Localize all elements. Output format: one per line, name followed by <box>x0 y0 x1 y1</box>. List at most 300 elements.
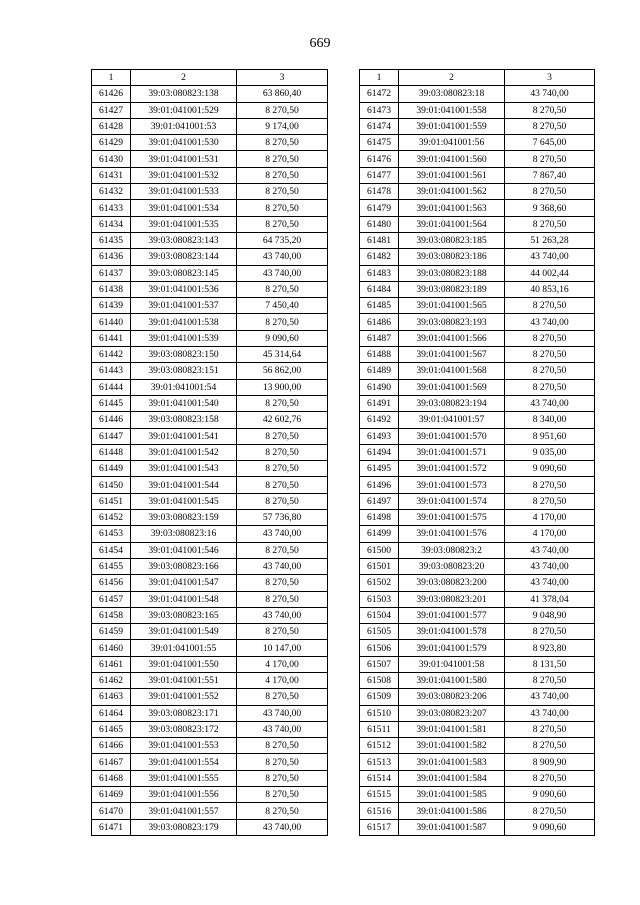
table-row <box>360 135 595 151</box>
cadastral-number-cell: 39:01:041001:58 <box>399 656 505 672</box>
value-cell: 8 270,50 <box>237 787 328 803</box>
row-number-cell: 61489 <box>360 363 399 379</box>
value-cell: 63 860,40 <box>237 86 328 102</box>
cadastral-number-cell: 39:03:080823:166 <box>131 558 237 574</box>
cadastral-number-cell: 39:01:041001:57 <box>399 412 505 428</box>
cadastral-number-cell: 39:03:080823:201 <box>399 591 505 607</box>
table-row <box>92 607 328 623</box>
table-row <box>360 102 595 118</box>
cadastral-number-cell: 39:03:080823:20 <box>399 558 505 574</box>
table-row <box>360 249 595 265</box>
cadastral-number-cell: 39:01:041001:560 <box>399 151 505 167</box>
row-number-cell: 61487 <box>360 330 399 346</box>
table-row <box>92 118 328 134</box>
value-cell: 8 270,50 <box>237 591 328 607</box>
row-number-cell: 61431 <box>92 167 131 183</box>
table-row <box>92 86 328 102</box>
table-row <box>360 314 595 330</box>
table-row <box>92 412 328 428</box>
cadastral-number-cell: 39:01:041001:572 <box>399 461 505 477</box>
row-number-cell: 61462 <box>92 672 131 688</box>
table-row <box>92 200 328 216</box>
row-number-cell: 61465 <box>92 721 131 737</box>
value-cell: 8 270,50 <box>505 184 595 200</box>
table-row <box>92 151 328 167</box>
value-cell: 57 736,80 <box>237 510 328 526</box>
table-row <box>92 640 328 656</box>
cadastral-number-cell: 39:03:080823:2 <box>399 542 505 558</box>
table-row <box>92 298 328 314</box>
column-header: 3 <box>237 70 328 86</box>
table-row <box>92 526 328 542</box>
row-number-cell: 61451 <box>92 493 131 509</box>
table-row <box>92 721 328 737</box>
cadastral-number-cell: 39:01:041001:537 <box>131 298 237 314</box>
value-cell: 8 270,50 <box>237 102 328 118</box>
row-number-cell: 61492 <box>360 412 399 428</box>
value-cell: 9 090,60 <box>237 330 328 346</box>
row-number-cell: 61477 <box>360 167 399 183</box>
row-number-cell: 61507 <box>360 656 399 672</box>
cadastral-number-cell: 39:01:041001:561 <box>399 167 505 183</box>
row-number-cell: 61432 <box>92 184 131 200</box>
table-row <box>92 819 328 835</box>
table-row <box>360 754 595 770</box>
table-row <box>92 558 328 574</box>
row-number-cell: 61483 <box>360 265 399 281</box>
value-cell: 8 270,50 <box>237 575 328 591</box>
cadastral-number-cell: 39:03:080823:165 <box>131 607 237 623</box>
cadastral-number-cell: 39:01:041001:542 <box>131 444 237 460</box>
row-number-cell: 61486 <box>360 314 399 330</box>
value-cell: 8 270,50 <box>237 803 328 819</box>
value-cell: 43 740,00 <box>237 265 328 281</box>
cadastral-number-cell: 39:03:080823:151 <box>131 363 237 379</box>
cadastral-number-cell: 39:03:080823:16 <box>131 526 237 542</box>
cadastral-number-cell: 39:01:041001:549 <box>131 624 237 640</box>
row-number-cell: 61456 <box>92 575 131 591</box>
value-cell: 8 270,50 <box>237 216 328 232</box>
table-row <box>360 738 595 754</box>
table-row <box>360 510 595 526</box>
table-row <box>92 510 328 526</box>
table-row <box>360 298 595 314</box>
row-number-cell: 61512 <box>360 738 399 754</box>
row-number-cell: 61499 <box>360 526 399 542</box>
value-cell: 8 270,50 <box>237 444 328 460</box>
value-cell: 4 170,00 <box>237 656 328 672</box>
table-row <box>92 624 328 640</box>
value-cell: 43 740,00 <box>505 689 595 705</box>
value-cell: 8 270,50 <box>505 363 595 379</box>
row-number-cell: 61443 <box>92 363 131 379</box>
value-cell: 8 270,50 <box>505 298 595 314</box>
value-cell: 8 270,50 <box>505 493 595 509</box>
table-row <box>92 135 328 151</box>
cadastral-number-cell: 39:01:041001:534 <box>131 200 237 216</box>
cadastral-number-cell: 39:03:080823:188 <box>399 265 505 281</box>
table-row <box>360 493 595 509</box>
table-row <box>360 819 595 835</box>
cadastral-number-cell: 39:01:041001:554 <box>131 754 237 770</box>
row-number-cell: 61490 <box>360 379 399 395</box>
value-cell: 8 131,50 <box>505 656 595 672</box>
table-row <box>360 607 595 623</box>
row-number-cell: 61513 <box>360 754 399 770</box>
table-row <box>92 754 328 770</box>
value-cell: 8 270,50 <box>237 167 328 183</box>
table-row <box>360 379 595 395</box>
table-row <box>92 656 328 672</box>
value-cell: 9 090,60 <box>505 461 595 477</box>
value-cell: 9 048,90 <box>505 607 595 623</box>
cadastral-number-cell: 39:01:041001:577 <box>399 607 505 623</box>
value-cell: 43 740,00 <box>237 249 328 265</box>
table-row <box>360 770 595 786</box>
cadastral-number-cell: 39:01:041001:582 <box>399 738 505 754</box>
table-row <box>92 314 328 330</box>
cadastral-number-cell: 39:03:080823:189 <box>399 281 505 297</box>
value-cell: 8 951,60 <box>505 428 595 444</box>
cadastral-number-cell: 39:03:080823:200 <box>399 575 505 591</box>
row-number-cell: 61472 <box>360 86 399 102</box>
row-number-cell: 61454 <box>92 542 131 558</box>
table-row <box>360 705 595 721</box>
row-number-cell: 61427 <box>92 102 131 118</box>
row-number-cell: 61430 <box>92 151 131 167</box>
table-row <box>360 347 595 363</box>
value-cell: 7 645,00 <box>505 135 595 151</box>
cadastral-number-cell: 39:03:080823:194 <box>399 395 505 411</box>
cadastral-number-cell: 39:03:080823:185 <box>399 232 505 248</box>
cadastral-number-cell: 39:01:041001:551 <box>131 672 237 688</box>
table-row <box>360 86 595 102</box>
value-cell: 43 740,00 <box>237 558 328 574</box>
value-cell: 43 740,00 <box>505 86 595 102</box>
table-row <box>92 787 328 803</box>
row-number-cell: 61516 <box>360 803 399 819</box>
value-cell: 51 263,28 <box>505 232 595 248</box>
column-header: 2 <box>131 70 237 86</box>
table-row <box>360 591 595 607</box>
cadastral-number-cell: 39:01:041001:570 <box>399 428 505 444</box>
value-cell: 43 740,00 <box>505 542 595 558</box>
row-number-cell: 61452 <box>92 510 131 526</box>
table-row <box>360 575 595 591</box>
cadastral-number-cell: 39:01:041001:55 <box>131 640 237 656</box>
value-cell: 8 270,50 <box>505 721 595 737</box>
row-number-cell: 61428 <box>92 118 131 134</box>
row-number-cell: 61429 <box>92 135 131 151</box>
table-row <box>92 591 328 607</box>
value-cell: 9 174,00 <box>237 118 328 134</box>
value-cell: 13 900,00 <box>237 379 328 395</box>
table-row <box>92 167 328 183</box>
row-number-cell: 61460 <box>92 640 131 656</box>
row-number-cell: 61493 <box>360 428 399 444</box>
value-cell: 8 270,50 <box>237 493 328 509</box>
value-cell: 8 270,50 <box>505 672 595 688</box>
table-row <box>92 738 328 754</box>
row-number-cell: 61514 <box>360 770 399 786</box>
row-number-cell: 61439 <box>92 298 131 314</box>
row-number-cell: 61458 <box>92 607 131 623</box>
value-cell: 43 740,00 <box>505 705 595 721</box>
value-cell: 8 270,50 <box>505 102 595 118</box>
column-header: 1 <box>92 70 131 86</box>
cadastral-number-cell: 39:03:080823:207 <box>399 705 505 721</box>
row-number-cell: 61509 <box>360 689 399 705</box>
value-cell: 8 340,00 <box>505 412 595 428</box>
value-cell: 8 270,50 <box>505 118 595 134</box>
value-cell: 8 909,90 <box>505 754 595 770</box>
cadastral-number-cell: 39:03:080823:150 <box>131 347 237 363</box>
value-cell: 64 735,20 <box>237 232 328 248</box>
cadastral-number-cell: 39:01:041001:576 <box>399 526 505 542</box>
value-cell: 43 740,00 <box>505 558 595 574</box>
row-number-cell: 61433 <box>92 200 131 216</box>
cadastral-number-cell: 39:03:080823:145 <box>131 265 237 281</box>
row-number-cell: 61504 <box>360 607 399 623</box>
table-row <box>360 721 595 737</box>
value-cell: 8 270,50 <box>237 689 328 705</box>
value-cell: 8 923,80 <box>505 640 595 656</box>
cadastral-number-cell: 39:01:041001:552 <box>131 689 237 705</box>
table-row <box>92 265 328 281</box>
row-number-cell: 61503 <box>360 591 399 607</box>
cadastral-number-cell: 39:01:041001:556 <box>131 787 237 803</box>
value-cell: 8 270,50 <box>505 151 595 167</box>
table-row <box>92 281 328 297</box>
value-cell: 43 740,00 <box>505 249 595 265</box>
table-row <box>360 151 595 167</box>
table-row <box>92 477 328 493</box>
value-cell: 8 270,50 <box>505 770 595 786</box>
cadastral-number-cell: 39:03:080823:158 <box>131 412 237 428</box>
table-row <box>360 232 595 248</box>
row-number-cell: 61470 <box>92 803 131 819</box>
value-cell: 7 867,40 <box>505 167 595 183</box>
cadastral-number-cell: 39:01:041001:571 <box>399 444 505 460</box>
cadastral-number-cell: 39:03:080823:186 <box>399 249 505 265</box>
table-row <box>360 118 595 134</box>
cadastral-number-cell: 39:01:041001:568 <box>399 363 505 379</box>
row-number-cell: 61488 <box>360 347 399 363</box>
row-number-cell: 61482 <box>360 249 399 265</box>
row-number-cell: 61442 <box>92 347 131 363</box>
row-number-cell: 61444 <box>92 379 131 395</box>
cadastral-number-cell: 39:01:041001:545 <box>131 493 237 509</box>
cadastral-number-cell: 39:01:041001:550 <box>131 656 237 672</box>
row-number-cell: 61453 <box>92 526 131 542</box>
cadastral-number-cell: 39:01:041001:533 <box>131 184 237 200</box>
table-row <box>92 330 328 346</box>
cadastral-number-cell: 39:01:041001:56 <box>399 135 505 151</box>
table-row <box>360 542 595 558</box>
row-number-cell: 61508 <box>360 672 399 688</box>
row-number-cell: 61436 <box>92 249 131 265</box>
table-row <box>360 558 595 574</box>
value-cell: 8 270,50 <box>237 461 328 477</box>
cadastral-number-cell: 39:03:080823:171 <box>131 705 237 721</box>
table-row <box>92 216 328 232</box>
value-cell: 43 740,00 <box>505 395 595 411</box>
cadastral-number-cell: 39:03:080823:159 <box>131 510 237 526</box>
table-row <box>92 379 328 395</box>
table-row <box>92 444 328 460</box>
value-cell: 8 270,50 <box>237 395 328 411</box>
cadastral-number-cell: 39:01:041001:557 <box>131 803 237 819</box>
cadastral-number-cell: 39:03:080823:193 <box>399 314 505 330</box>
value-cell: 43 740,00 <box>237 526 328 542</box>
value-cell: 8 270,50 <box>505 803 595 819</box>
row-number-cell: 61515 <box>360 787 399 803</box>
row-number-cell: 61446 <box>92 412 131 428</box>
value-cell: 10 147,00 <box>237 640 328 656</box>
value-cell: 8 270,50 <box>505 216 595 232</box>
value-cell: 43 740,00 <box>237 721 328 737</box>
cadastral-number-cell: 39:01:041001:535 <box>131 216 237 232</box>
cadastral-number-cell: 39:03:080823:143 <box>131 232 237 248</box>
column-header: 1 <box>360 70 399 86</box>
row-number-cell: 61464 <box>92 705 131 721</box>
cadastral-number-cell: 39:01:041001:530 <box>131 135 237 151</box>
cadastral-number-cell: 39:01:041001:562 <box>399 184 505 200</box>
row-number-cell: 61440 <box>92 314 131 330</box>
cadastral-number-cell: 39:01:041001:581 <box>399 721 505 737</box>
row-number-cell: 61511 <box>360 721 399 737</box>
cadastral-number-cell: 39:01:041001:548 <box>131 591 237 607</box>
cadastral-number-cell: 39:01:041001:566 <box>399 330 505 346</box>
table-row <box>360 656 595 672</box>
row-number-cell: 61448 <box>92 444 131 460</box>
table-row <box>360 526 595 542</box>
table-header-row <box>360 70 595 86</box>
row-number-cell: 61485 <box>360 298 399 314</box>
table-row <box>360 395 595 411</box>
column-header: 2 <box>399 70 505 86</box>
table-row <box>360 672 595 688</box>
value-cell: 8 270,50 <box>505 624 595 640</box>
cadastral-number-cell: 39:01:041001:555 <box>131 770 237 786</box>
row-number-cell: 61500 <box>360 542 399 558</box>
value-cell: 43 740,00 <box>505 314 595 330</box>
table-row <box>360 216 595 232</box>
value-cell: 8 270,50 <box>505 738 595 754</box>
cadastral-number-cell: 39:01:041001:539 <box>131 330 237 346</box>
cadastral-number-cell: 39:03:080823:138 <box>131 86 237 102</box>
value-cell: 8 270,50 <box>237 770 328 786</box>
table-row <box>360 624 595 640</box>
row-number-cell: 61475 <box>360 135 399 151</box>
cadastral-number-cell: 39:03:080823:172 <box>131 721 237 737</box>
table-row <box>92 184 328 200</box>
cadastral-number-cell: 39:03:080823:206 <box>399 689 505 705</box>
value-cell: 8 270,50 <box>237 151 328 167</box>
column-header: 3 <box>505 70 595 86</box>
value-cell: 8 270,50 <box>237 135 328 151</box>
table-row <box>360 363 595 379</box>
row-number-cell: 61494 <box>360 444 399 460</box>
cadastral-number-cell: 39:01:041001:573 <box>399 477 505 493</box>
cadastral-number-cell: 39:01:041001:579 <box>399 640 505 656</box>
value-cell: 8 270,50 <box>237 624 328 640</box>
row-number-cell: 61506 <box>360 640 399 656</box>
cadastral-number-cell: 39:01:041001:565 <box>399 298 505 314</box>
table-row <box>360 640 595 656</box>
value-cell: 4 170,00 <box>505 526 595 542</box>
cadastral-number-cell: 39:01:041001:569 <box>399 379 505 395</box>
table-row <box>92 770 328 786</box>
row-number-cell: 61495 <box>360 461 399 477</box>
row-number-cell: 61498 <box>360 510 399 526</box>
row-number-cell: 61505 <box>360 624 399 640</box>
table-row <box>360 787 595 803</box>
row-number-cell: 61517 <box>360 819 399 835</box>
cadastral-number-cell: 39:01:041001:580 <box>399 672 505 688</box>
row-number-cell: 61497 <box>360 493 399 509</box>
table-row <box>92 575 328 591</box>
cadastral-number-cell: 39:01:041001:540 <box>131 395 237 411</box>
cadastral-number-cell: 39:01:041001:575 <box>399 510 505 526</box>
cadastral-number-cell: 39:01:041001:529 <box>131 102 237 118</box>
row-number-cell: 61468 <box>92 770 131 786</box>
row-number-cell: 61445 <box>92 395 131 411</box>
cadastral-number-cell: 39:03:080823:18 <box>399 86 505 102</box>
value-cell: 8 270,50 <box>237 314 328 330</box>
value-cell: 8 270,50 <box>237 477 328 493</box>
value-cell: 40 853,16 <box>505 281 595 297</box>
table-row <box>92 689 328 705</box>
row-number-cell: 61461 <box>92 656 131 672</box>
value-cell: 8 270,50 <box>237 281 328 297</box>
row-number-cell: 61437 <box>92 265 131 281</box>
row-number-cell: 61484 <box>360 281 399 297</box>
cadastral-number-cell: 39:03:080823:144 <box>131 249 237 265</box>
cadastral-number-cell: 39:01:041001:531 <box>131 151 237 167</box>
value-cell: 44 002,44 <box>505 265 595 281</box>
value-cell: 8 270,50 <box>505 477 595 493</box>
table-row <box>92 542 328 558</box>
value-cell: 8 270,50 <box>505 330 595 346</box>
row-number-cell: 61471 <box>92 819 131 835</box>
table-row <box>92 395 328 411</box>
row-number-cell: 61457 <box>92 591 131 607</box>
cadastral-number-cell: 39:01:041001:553 <box>131 738 237 754</box>
cadastral-number-cell: 39:01:041001:586 <box>399 803 505 819</box>
row-number-cell: 61447 <box>92 428 131 444</box>
cadastral-number-cell: 39:01:041001:584 <box>399 770 505 786</box>
row-number-cell: 61450 <box>92 477 131 493</box>
value-cell: 9 368,60 <box>505 200 595 216</box>
cadastral-number-cell: 39:01:041001:583 <box>399 754 505 770</box>
row-number-cell: 61496 <box>360 477 399 493</box>
row-number-cell: 61473 <box>360 102 399 118</box>
table-row <box>92 249 328 265</box>
page-number: 669 <box>309 36 331 51</box>
table-row <box>360 428 595 444</box>
table-row <box>360 281 595 297</box>
cadastral-number-cell: 39:01:041001:547 <box>131 575 237 591</box>
table-row <box>92 803 328 819</box>
table-row <box>360 265 595 281</box>
cadastral-number-cell: 39:01:041001:54 <box>131 379 237 395</box>
row-number-cell: 61469 <box>92 787 131 803</box>
value-cell: 43 740,00 <box>237 819 328 835</box>
row-number-cell: 61476 <box>360 151 399 167</box>
row-number-cell: 61474 <box>360 118 399 134</box>
row-number-cell: 61510 <box>360 705 399 721</box>
